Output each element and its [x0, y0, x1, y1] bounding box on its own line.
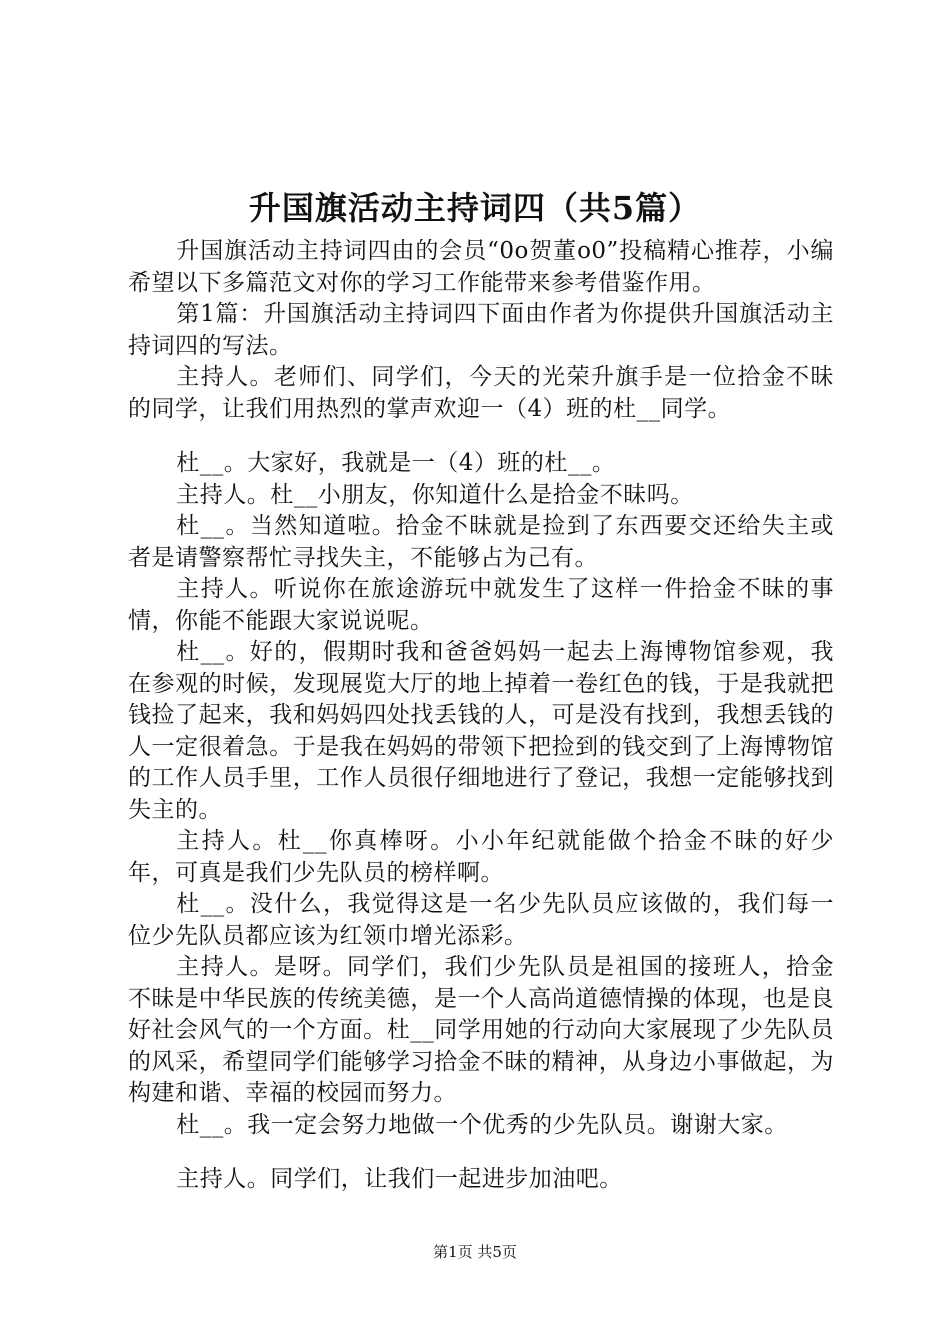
paragraph-host-2: 主持人。杜__小朋友，你知道什么是拾金不昧吗。 [176, 481, 694, 508]
paragraph-chapter-1: 第1篇：升国旗活动主持词四下面由作者为你提供升国旗活动主持词四的写法。 [128, 301, 834, 359]
paragraph-du-3: 杜__。好的，假期时我和爸爸妈妈一起去上海博物馆参观，我在参观的时候，发现展览大厅的地上掉着一卷红色的钱，于是我就把钱捡了起来，我和妈妈四处找丢钱的人，可是没有找到，我想丢钱的人一定很着急。于是我在妈妈的带领下把捡到的钱交到了上海博物馆的工作人员手里，工作人员很仔细地进行了登记，我想一定能够找到失主的。 [128, 639, 834, 823]
paragraph-du-1: 杜__。大家好，我就是一（4）班的杜__。 [176, 450, 616, 476]
paragraph-host-5: 主持人。是呀。同学们，我们少先队员是祖国的接班人，拾金不昧是中华民族的传统美德，是一个人高尚道德情操的体现，也是良好社会风气的一个方面。杜__同学用她的行动向大家展现了少先队员的风采，希望同学们能够学习拾金不昧的精神，从身边小事做起，为构建和谐、幸福的校园而努力。 [128, 954, 834, 1106]
paragraph-host-1: 主持人。老师们、同学们，今天的光荣升旗手是一位拾金不昧的同学，让我们用热烈的掌声欢迎一（4）班的杜__同学。 [128, 364, 834, 422]
paragraph-host-4: 主持人。杜__你真棒呀。小小年纪就能做个拾金不昧的好少年，可真是我们少先队员的榜样啊。 [128, 828, 834, 886]
paragraph-host-3: 主持人。听说你在旅途游玩中就发生了这样一件拾金不昧的事情，你能不能跟大家说说呢。 [128, 576, 834, 634]
paragraph-host-6: 主持人。同学们，让我们一起进步加油吧。 [176, 1166, 623, 1192]
paragraph-du-2: 杜__。当然知道啦。拾金不昧就是捡到了东西要交还给失主或者是请警察帮忙寻找失主，不能够占为己有。 [128, 513, 834, 571]
paragraph-du-5: 杜__。我一定会努力地做一个优秀的少先队员。谢谢大家。 [176, 1111, 788, 1138]
document-body [128, 236, 834, 1196]
paragraph-intro: 升国旗活动主持词四由的会员“0o贺董o0”投稿精心推荐，小编希望以下多篇范文对你的学习工作能带来参考借鉴作用。 [128, 238, 834, 296]
document-title: 升国旗活动主持词四（共5篇） [248, 189, 702, 227]
paragraph-du-4: 杜__。没什么，我觉得这是一名少先队员应该做的，我们每一位少先队员都应该为红领巾增光添彩。 [128, 891, 834, 949]
page-footer: 第1页 共5页 [433, 1243, 517, 1261]
